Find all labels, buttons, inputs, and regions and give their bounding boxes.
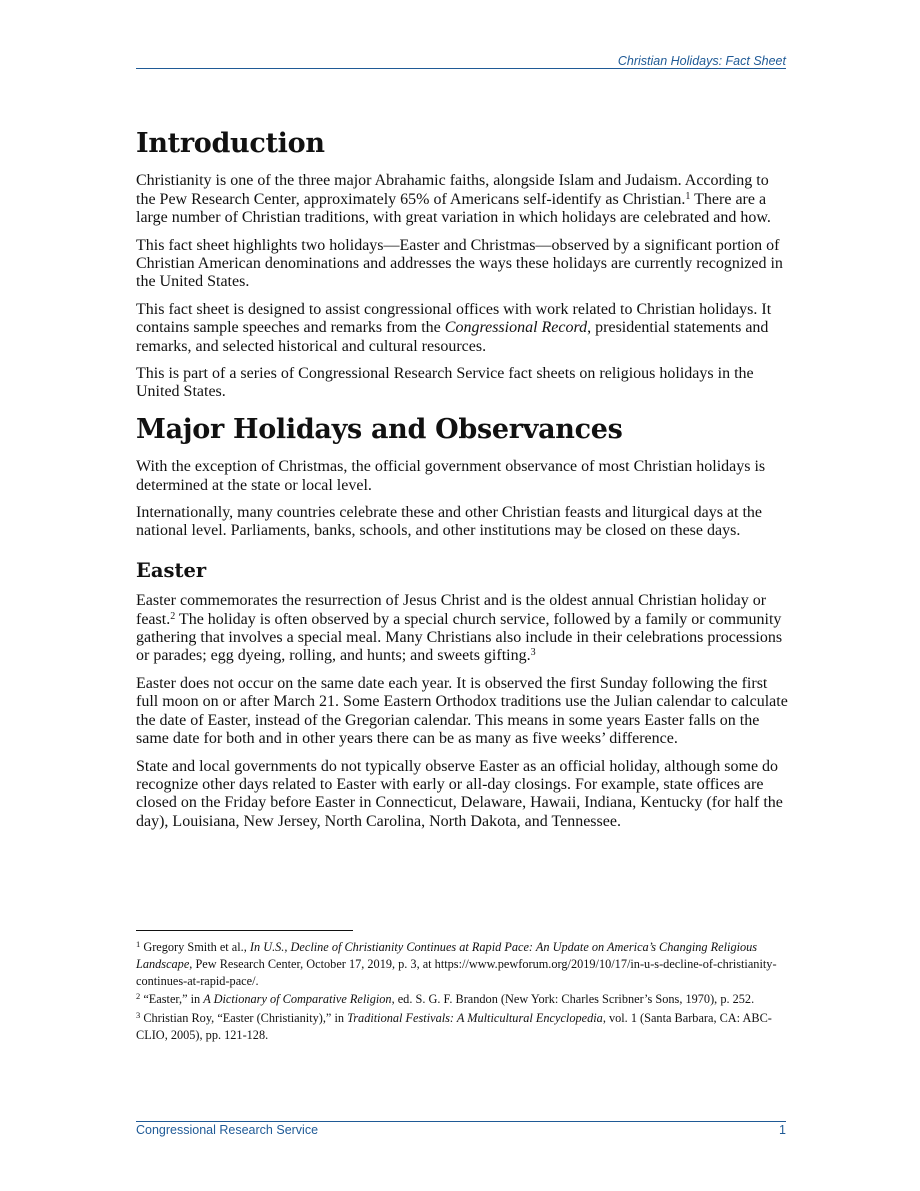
easter-p1-text-cont: The holiday is often observed by a special church service, followed by a family or community gathering that involves a special meal. Many Christians also include in their celebrations processions or parades; egg dyeing, rolling, and hunts; and sweets gifting. — [136, 610, 783, 665]
intro-paragraph-3 — [136, 301, 788, 356]
footnote-text-cont: , vol. 1 (Santa Barbara, CA: ABC-CLIO, 2005), pp. 121-128. — [136, 1011, 772, 1042]
intro-p3-text: This fact sheet is designed to assist congressional offices with work related to Christian holidays. It contains sample speeches and remarks from the — [136, 300, 772, 337]
footnote-title: In U.S., Decline of Christianity Continues at Rapid Pace: An Update on America’s Changing Religious Landscape — [136, 940, 758, 971]
footnote-number: 1 — [136, 939, 141, 949]
footnote-separator — [136, 930, 353, 931]
easter-paragraph-1 — [136, 592, 788, 666]
footer-organization: Congressional Research Service — [136, 1123, 319, 1137]
footnote-3 — [136, 1010, 788, 1044]
intro-p3-text-cont: , presidential statements and remarks, and selected historical and cultural resources. — [136, 319, 769, 355]
easter-paragraph-3: State and local governments do not typically observe Easter as an official holiday, although some do recognize other days related to Easter with early or all-day closings. For example, state offices are closed on the Friday before Easter in Connecticut, Delaware, Hawaii, Indiana, Kentucky (for half the day), Louisiana, New Jersey, North Carolina, North Dakota, and Tennessee. — [136, 757, 783, 830]
major-paragraph-2: Internationally, many countries celebrate these and other Christian feasts and liturgical days at the national level. Parliaments, banks, schools, and other institutions may be closed on these days. — [136, 504, 763, 540]
running-header-title: Christian Holidays: Fact Sheet — [617, 54, 786, 68]
footnote-number: 3 — [136, 1010, 141, 1021]
easter-p1-text: Easter commemorates the resurrection of Jesus Christ and is the oldest annual Christian holiday or feast. — [136, 592, 767, 628]
intro-paragraph-1 — [136, 172, 788, 227]
intro-p1-text-cont: There are a large number of Christian traditions, with great variation in which holidays are celebrated and how. — [136, 190, 771, 227]
footnote-text: “Easter,” in — [140, 992, 204, 1007]
intro-p1-text: Christianity is one of the three major Abrahamic faiths, alongside Islam and Judaism. According to the Pew Research Center, approximately 65% of Americans self-identify as Christian. — [136, 172, 769, 208]
easter-heading: Easter — [136, 558, 207, 582]
major-holidays-heading: Major Holidays and Observances — [136, 413, 623, 445]
intro-paragraph-2: This fact sheet highlights two holidays—Easter and Christmas—observed by a significant portion of Christian American denominations and addresses the ways these holidays are currently recognized in the United States. — [136, 236, 783, 291]
introduction-heading: Introduction — [136, 128, 325, 159]
footnote-text: Christian Roy, “Easter (Christianity),” in — [140, 1011, 348, 1026]
header-rule — [136, 68, 786, 69]
footnote-1 — [136, 939, 788, 989]
congressional-record-title: Congressional Record — [444, 319, 588, 337]
footnote-2 — [136, 991, 788, 1008]
major-paragraph-1: With the exception of Christmas, the official government observance of most Christian holidays is determined at the state or local level. — [136, 458, 766, 494]
main-content — [136, 128, 788, 840]
footnote-text: Gregory Smith et al., — [140, 940, 250, 954]
easter-paragraph-2: Easter does not occur on the same date each year. It is observed the first Sunday following the first full moon on or after March 21. Some Eastern Orthodox traditions use the Julian calendar to calculate the date of Easter, instead of the Gregorian calendar. This means in some years Easter falls on the same date for both and in other years there can be as many as five weeks’ difference. — [136, 674, 788, 748]
footnote-title: A Dictionary of Comparative Religion — [203, 992, 392, 1007]
intro-paragraph-4: This is part of a series of Congressional Research Service fact sheets on religious holidays in the United States. — [136, 365, 754, 401]
footnote-text-cont: , ed. S. G. F. Brandon (New York: Charles Scribner’s Sons, 1970), p. 252. — [391, 992, 755, 1007]
footnote-text-cont[interactable]: , Pew Research Center, October 17, 2019, p. 3, at https://www.pewforum.org/2019/10/17/in-u-s-decline-of-christianity-continues-at-rapid-pace/. — [136, 956, 777, 988]
footnote-ref-2[interactable]: 2 — [170, 610, 176, 622]
page-number: 1 — [779, 1123, 786, 1137]
footnotes — [136, 939, 788, 1046]
footnote-ref-1[interactable]: 1 — [685, 190, 691, 202]
footer-rule — [136, 1121, 786, 1122]
footnote-ref-3[interactable]: 3 — [530, 647, 536, 659]
footnote-number: 2 — [136, 991, 141, 1002]
footnote-title: Traditional Festivals: A Multicultural Encyclopedia — [347, 1011, 603, 1026]
